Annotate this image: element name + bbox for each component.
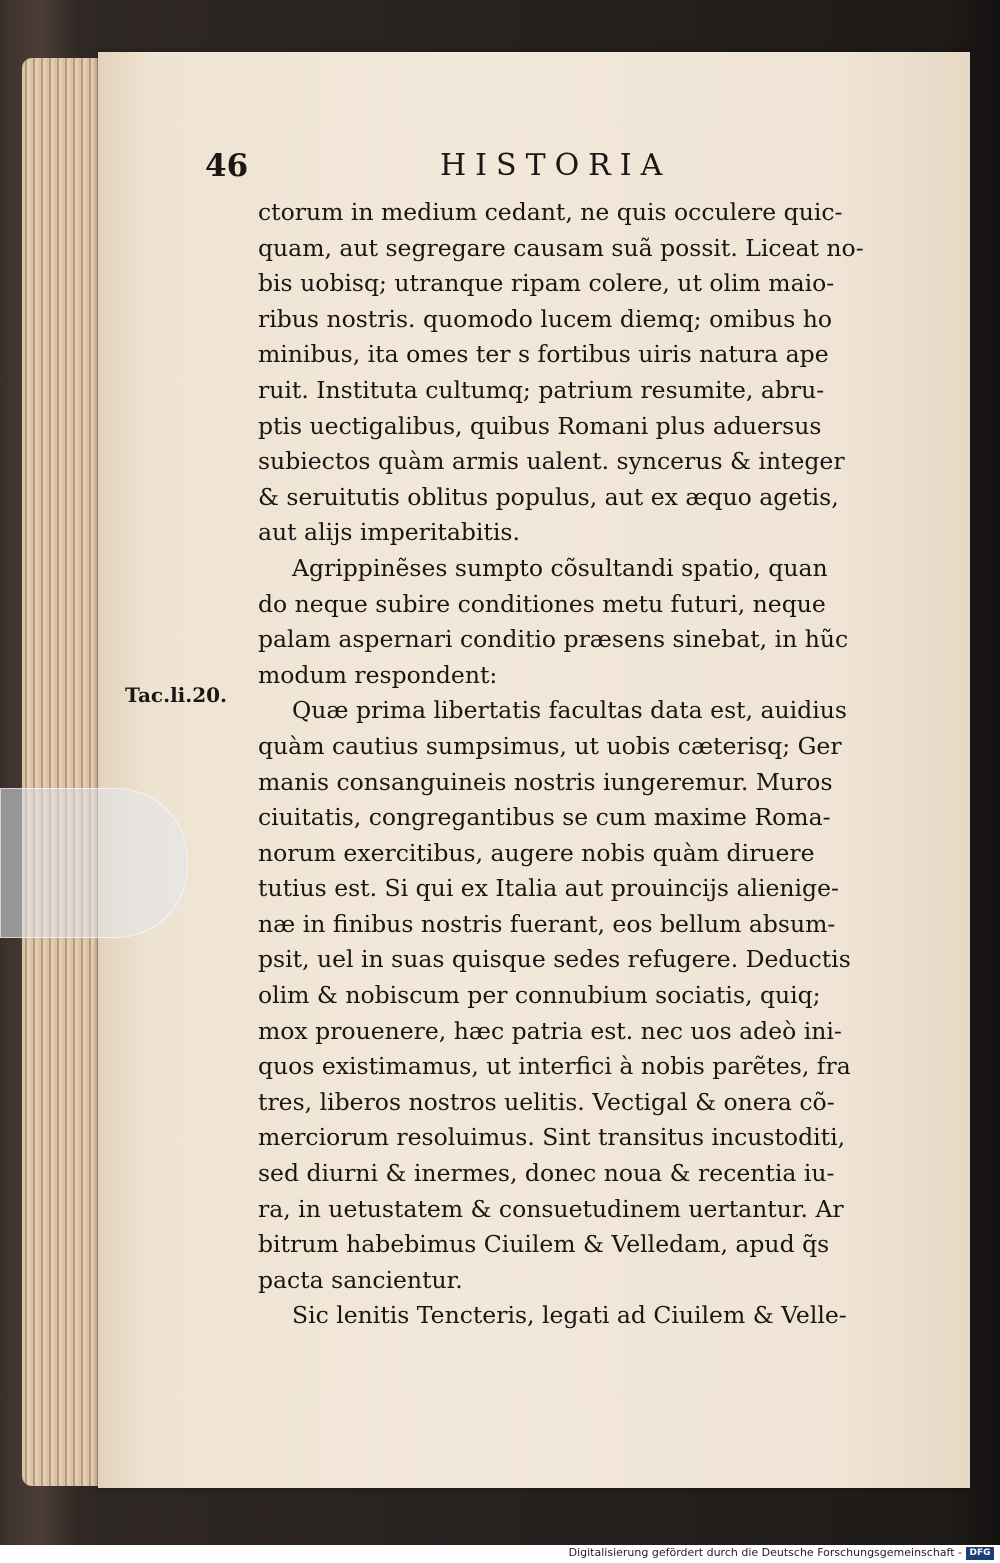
- dfg-logo-icon: DFG: [966, 1547, 994, 1560]
- clip-bookmark: [0, 788, 188, 938]
- text-line: tres, liberos nostros uelitis. Vectigal & onera cõ-: [258, 1087, 835, 1116]
- text-line: sed diurni & inermes, donec noua & recentia iu-: [258, 1159, 835, 1188]
- paragraph-start-line: Sic lenitis Tencteris, legati ad Ciuilem & Velle-: [292, 1301, 847, 1330]
- text-line: ra, in uetustatem & consuetudinem uertantur. Ar: [258, 1194, 844, 1223]
- text-line: ciuitatis, congregantibus se cum maxime Roma-: [258, 803, 831, 832]
- page-number: 46: [205, 148, 249, 184]
- page-edges: [22, 58, 110, 1486]
- text-line: mox prouenere, hæc patria est. nec uos adeò ini-: [258, 1016, 842, 1045]
- text-line: psit, uel in suas quisque sedes refugere. Deductis: [258, 945, 851, 974]
- footer-bar: [0, 1545, 1000, 1563]
- margin-note: Tac.li.20.: [125, 683, 228, 707]
- text-line: quos existimamus, ut interfici à nobis parẽtes, fra: [258, 1052, 851, 1081]
- text-line: ruit. Instituta cultumq; patrium resumite, abru-: [258, 375, 825, 404]
- text-line: aut alijs imperitabitis.: [258, 518, 520, 547]
- text-line: modum respondent:: [258, 660, 498, 689]
- paragraph-start-line: Agrippinẽses sumpto cõsultandi spatio, quan: [292, 553, 828, 582]
- text-line: pacta sancientur.: [258, 1265, 463, 1294]
- text-line: norum exercitibus, augere nobis quàm diruere: [258, 838, 815, 867]
- text-line: tutius est. Si qui ex Italia aut prouincijs alienige-: [258, 874, 839, 903]
- text-line: ptis uectigalibus, quibus Romani plus aduersus: [258, 411, 822, 440]
- text-line: bitrum habebimus Ciuilem & Velledam, apud q̃s: [258, 1230, 830, 1259]
- text-line: subiectos quàm armis ualent. syncerus & integer: [258, 447, 845, 476]
- text-line: manis consanguineis nostris iungeremur. Muros: [258, 767, 833, 796]
- text-line: bis uobisq; utranque ripam colere, ut olim maio-: [258, 269, 835, 298]
- running-head: HISTORIA: [440, 148, 672, 183]
- text-line: & seruitutis oblitus populus, aut ex æquo agetis,: [258, 482, 839, 511]
- page-header: [205, 148, 745, 188]
- text-line: merciorum resoluimus. Sint transitus incustoditi,: [258, 1123, 846, 1152]
- text-line: palam aspernari conditio præsens sinebat, in hũc: [258, 625, 849, 654]
- text-line: olim & nobiscum per connubium sociatis, quiq;: [258, 981, 821, 1010]
- text-line: ribus nostris. quomodo lucem diemq; omibus ho: [258, 304, 833, 333]
- text-line: næ in finibus nostris fuerant, eos bellum absum-: [258, 909, 836, 938]
- text-line: quam, aut segregare causam suã possit. Liceat no-: [258, 233, 864, 262]
- paragraph-start-line: Quæ prima libertatis facultas data est, auidius: [292, 696, 847, 725]
- funding-credit: Digitalisierung gefördert durch die Deutsche Forschungsgemeinschaft -: [568, 1546, 962, 1559]
- text-line: ctorum in medium cedant, ne quis occulere quic-: [258, 198, 843, 226]
- text-line: do neque subire conditiones metu futuri, neque: [258, 589, 826, 618]
- text-line: quàm cautius sumpsimus, ut uobis cæterisq; Ger: [258, 731, 842, 760]
- body-text: [258, 195, 923, 1334]
- text-line: minibus, ita omes ter s fortibus uiris natura ape: [258, 340, 829, 369]
